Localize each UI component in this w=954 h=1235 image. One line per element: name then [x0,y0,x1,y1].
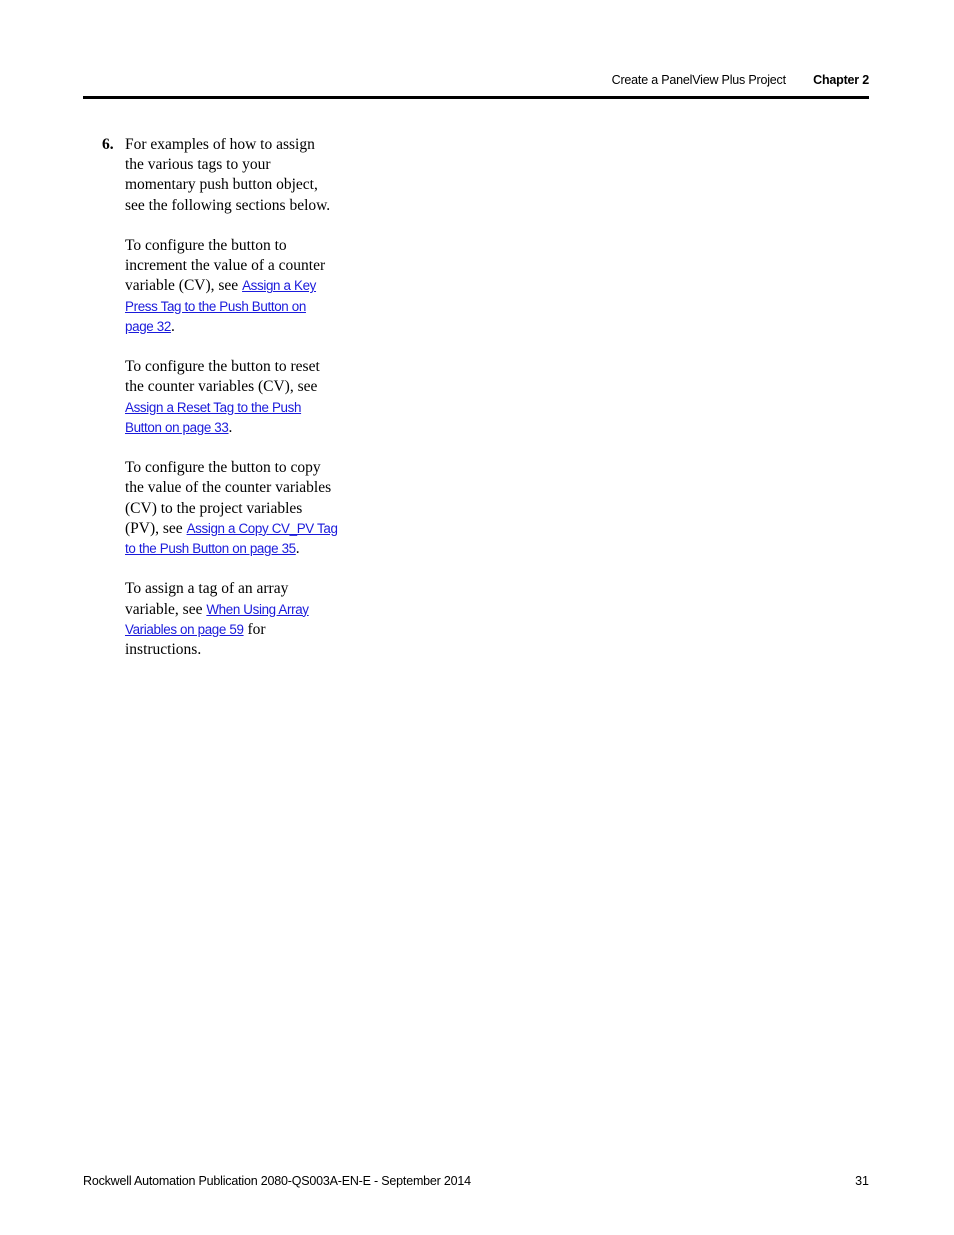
reset-line: the counter variables (CV), see [125,378,318,396]
intro-line: the various tags to your [125,156,271,174]
link-text: Assign a Key [242,278,317,294]
array-end: instructions. [125,641,202,659]
intro-line: momentary push button object, [125,176,318,194]
assign-copy-tag-link[interactable] [125,541,296,556]
assign-key-press-tag-link[interactable] [125,299,306,314]
link-text: When Using Array [206,601,309,617]
intro-line: For examples of how to assign [125,136,315,153]
assign-key-press-tag-link[interactable] [242,278,316,293]
period: . [228,418,233,436]
counter-paragraph [125,236,345,337]
running-header [612,73,869,87]
counter-line: To configure the button to [125,237,287,254]
array-paragraph [125,579,345,660]
using-array-variables-link[interactable] [206,602,308,617]
array-lead: variable, see [125,600,207,618]
copy-paragraph [125,458,345,559]
link-text: Button on page 33 [125,419,229,435]
link-text: Variables on page 59 [125,621,244,637]
link-text: Assign a Copy CV_PV Tag [186,520,338,536]
copy-lead: (PV), see [125,519,187,537]
reset-line: To configure the button to reset [125,358,320,376]
link-text: Assign a Reset Tag to the Push [125,399,302,415]
chapter-label: Chapter 2 [813,73,869,87]
assign-reset-tag-link[interactable] [125,400,301,415]
step-number: 6. [102,136,114,153]
counter-line: increment the value of a counter [125,257,326,275]
intro-line: see the following sections below. [125,196,331,214]
intro-paragraph [125,135,345,216]
section-title: Create a PanelView Plus Project [611,73,786,87]
copy-line: (CV) to the project variables [125,499,303,517]
header-rule [83,96,869,99]
link-text: Press Tag to the Push Button on [125,298,306,314]
page-number: 31 [855,1174,869,1188]
link-text: page 32 [125,318,171,334]
reset-paragraph [125,357,345,438]
array-after: for [243,620,266,638]
counter-lead: variable (CV), see [125,277,243,295]
copy-line: the value of the counter variables [125,479,332,497]
array-line: To assign a tag of an array [125,580,289,598]
assign-copy-tag-link[interactable] [187,521,338,536]
using-array-variables-link[interactable] [125,622,244,637]
publication-footer: Rockwell Automation Publication 2080-QS003A-EN-E - September 2014 [83,1174,471,1188]
period: . [295,540,300,558]
link-text: to the Push Button on page 35 [125,541,296,557]
step-body [125,135,345,680]
assign-reset-tag-link[interactable] [125,420,229,435]
assign-key-press-tag-link[interactable] [125,319,171,334]
copy-line: To configure the button to copy [125,459,321,477]
period: . [170,317,175,335]
